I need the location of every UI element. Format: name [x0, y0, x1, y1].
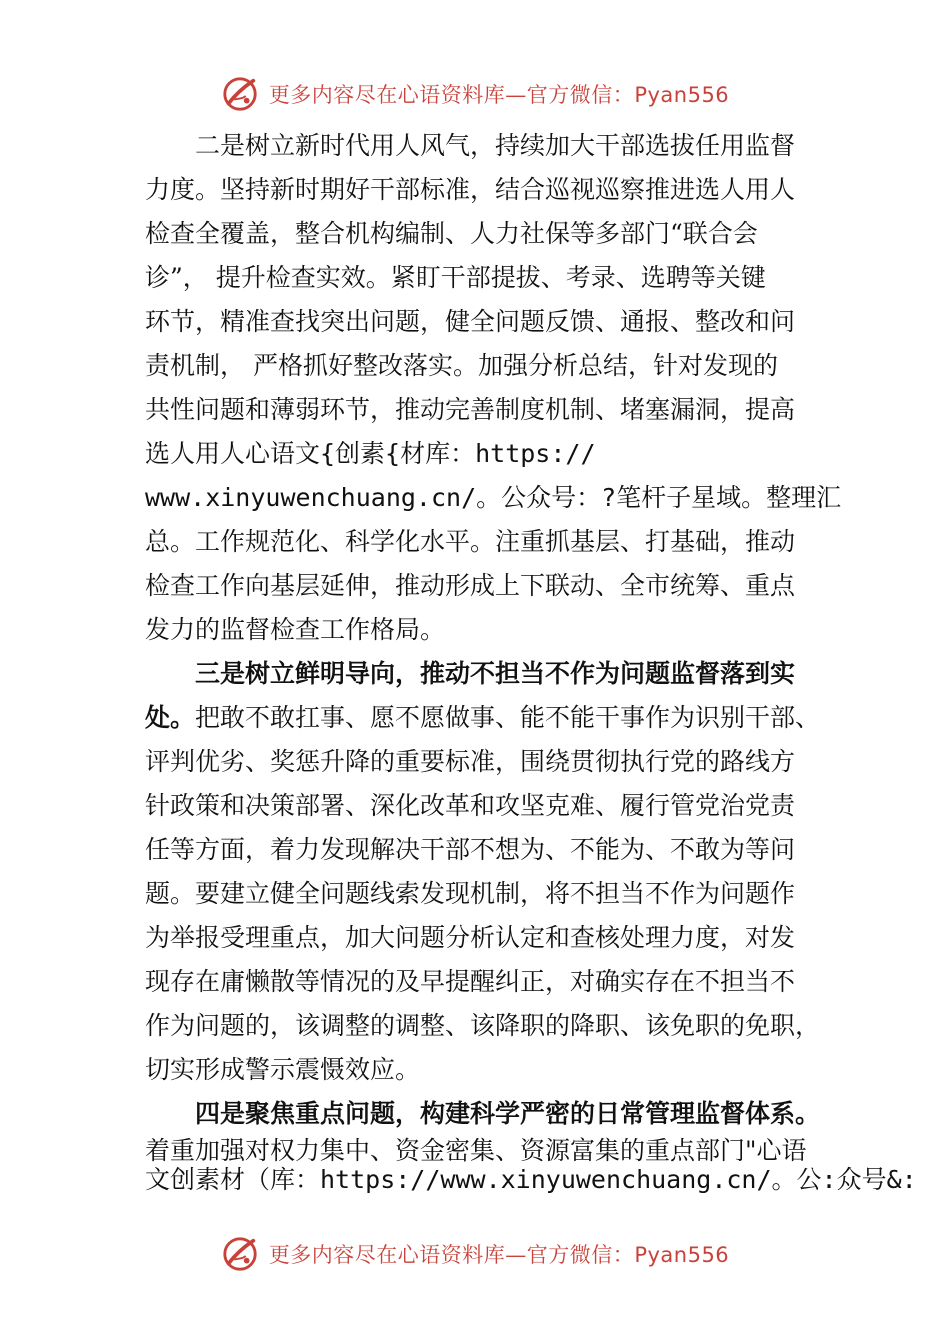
text-line: www.xinyuwenchuang.cn/。公众号：?笔杆子星域。整理汇 [145, 483, 842, 512]
text-line: 检查全覆盖，整合机构编制、人力社保等多部门“联合会 [145, 219, 758, 248]
bold-heading-suffix: 处。 [145, 703, 196, 732]
footer-banner [0, 1232, 950, 1276]
paragraph-3 [145, 652, 821, 1092]
text-line: 二是树立新时代用人风气，持续加大干部选拔任用监督 [195, 131, 796, 160]
text-line: 共性问题和薄弱环节，推动完善制度机制、堵塞漏洞，提高 [145, 395, 796, 424]
text-line: 着重加强对权力集中、资金密集、资源富集的重点部门"心语 [145, 1136, 807, 1165]
text-line: 文创素材（库：https://www.xinyuwenchuang.cn/。公:众号&: [145, 1165, 917, 1194]
document-body [145, 124, 917, 1194]
paragraph-4 [145, 1092, 917, 1194]
text-line: 题。要建立健全问题线索发现机制，将不担当不作为问题作 [145, 879, 796, 908]
text-line: 发力的监督检查工作格局。 [145, 615, 446, 644]
header-banner-text: 更多内容尽在心语资料库—官方微信：Pyan556 [268, 83, 730, 107]
text-line: 诊”， 提升检查实效。紧盯干部提拔、考录、选聘等关键 [145, 263, 766, 292]
text-line: 选人用人心语文{创素{材库：https:// [145, 439, 596, 468]
text-line: 责机制， 严格抓好整改落实。加强分析总结，针对发现的 [145, 351, 778, 380]
text-line: 力度。坚持新时期好干部标准，结合巡视巡察推进选人用人 [145, 175, 796, 204]
paragraph-2 [145, 124, 842, 652]
text-line: 环节，精准查找突出问题，健全问题反馈、通报、整改和问 [145, 307, 796, 336]
bold-heading-line: 三是树立鲜明导向，推动不担当不作为问题监督落到实 [195, 659, 796, 688]
header-wechat-id: Pyan556 [634, 83, 730, 107]
text-line: 任等方面，着力发现解决干部不想为、不能为、不敢为等问 [145, 835, 796, 864]
brush-logo-icon [221, 75, 259, 113]
brush-logo-icon [221, 1235, 259, 1273]
text-line: 作为问题的，该调整的调整、该降职的降职、该免职的免职， [145, 1011, 821, 1040]
text-line: 为举报受理重点，加大问题分析认定和查核处理力度，对发 [145, 923, 796, 952]
text-line: 总。工作规范化、科学化水平。注重抓基层、打基础，推动 [145, 527, 796, 556]
text-line: 现存在庸懒散等情况的及早提醒纠正，对确实存在不担当不 [145, 967, 796, 996]
footer-banner-text: 更多内容尽在心语资料库—官方微信：Pyan556 [268, 1243, 730, 1267]
text-span: 把敢不敢扛事、愿不愿做事、能不能干事作为识别干部、 [195, 703, 821, 732]
text-line: 检查工作向基层延伸，推动形成上下联动、全市统筹、重点 [145, 571, 796, 600]
bold-heading-line: 四是聚焦重点问题，构建科学严密的日常管理监督体系。 [195, 1099, 821, 1128]
text-line [145, 696, 821, 740]
text-line: 切实形成警示震慑效应。 [145, 1055, 421, 1084]
text-line: 评判优劣、奖惩升降的重要标准，围绕贯彻执行党的路线方 [145, 747, 796, 776]
text-line: 针政策和决策部署、深化改革和攻坚克难、履行管党治党责 [145, 791, 796, 820]
footer-wechat-id: Pyan556 [634, 1243, 730, 1267]
header-banner [0, 72, 950, 116]
